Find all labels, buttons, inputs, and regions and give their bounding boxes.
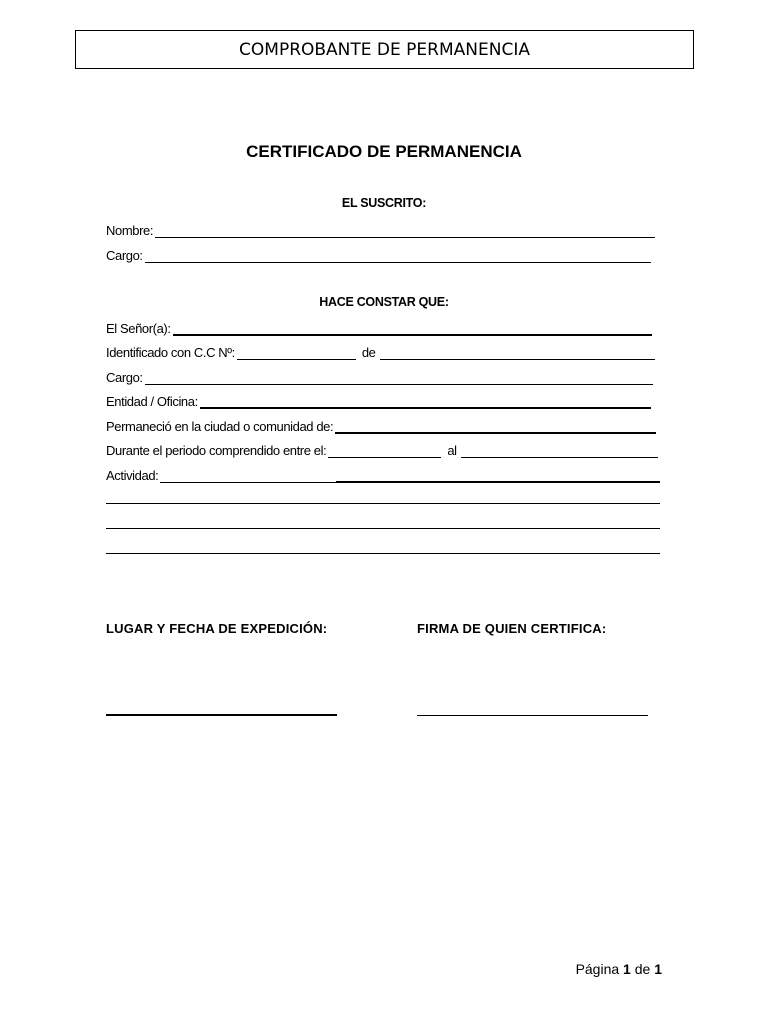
document-header [75, 30, 694, 69]
actividad-field-end[interactable] [336, 469, 660, 483]
cc-number-field[interactable] [237, 347, 356, 360]
nombre-field[interactable] [155, 225, 655, 238]
al-label: al [447, 443, 457, 458]
firma-label: FIRMA DE QUIEN CERTIFICA: [417, 621, 607, 636]
actividad-line-4[interactable] [106, 553, 660, 554]
permanecio-label: Permaneció en la ciudad o comunidad de: [106, 419, 334, 434]
senor-field[interactable] [173, 322, 652, 336]
cargo-label: Cargo: [106, 248, 143, 263]
lugar-fecha-label: LUGAR Y FECHA DE EXPEDICIÓN: [106, 621, 328, 636]
lugar-fecha-signature-line[interactable] [106, 714, 337, 716]
de-label: de [361, 345, 376, 360]
firma-signature-line[interactable] [417, 715, 648, 716]
permanecio-row [106, 416, 656, 434]
actividad-field-start[interactable] [160, 470, 336, 483]
actividad-line-2[interactable] [106, 503, 660, 504]
cargo-row [106, 245, 651, 263]
identificado-label: Identificado con C.C Nº: [106, 345, 235, 360]
total-pages: 1 [654, 961, 662, 977]
header-title: COMPROBANTE DE PERMANENCIA [239, 39, 530, 60]
cargo2-row [106, 367, 653, 385]
nombre-row [106, 220, 655, 238]
nombre-label: Nombre: [106, 223, 154, 238]
periodo-end-field[interactable] [461, 445, 658, 458]
cc-origin-field[interactable] [380, 347, 656, 360]
entidad-row [106, 391, 651, 409]
senor-row [106, 318, 652, 336]
periodo-row [106, 440, 658, 458]
certificate-title: CERTIFICADO DE PERMANENCIA [246, 142, 522, 161]
pagina-label: Página [575, 961, 620, 977]
periodo-start-field[interactable] [328, 445, 441, 458]
entidad-field[interactable] [200, 395, 651, 409]
cargo-field[interactable] [145, 250, 651, 263]
footer-de-label: de [634, 961, 651, 977]
actividad-row [106, 465, 660, 483]
actividad-label: Actividad: [106, 468, 159, 483]
hace-constar-heading: HACE CONSTAR QUE: [319, 295, 449, 309]
current-page: 1 [623, 961, 631, 977]
actividad-line-3[interactable] [106, 528, 660, 529]
cargo2-field[interactable] [145, 372, 653, 385]
senor-label: El Señor(a): [106, 321, 171, 336]
suscrito-heading: EL SUSCRITO: [341, 196, 427, 210]
identificado-row [106, 342, 655, 360]
entidad-label: Entidad / Oficina: [106, 394, 198, 409]
cargo2-label: Cargo: [106, 370, 143, 385]
periodo-label: Durante el periodo comprendido entre el: [106, 443, 327, 458]
permanecio-field[interactable] [335, 420, 656, 434]
page-number [576, 961, 662, 977]
